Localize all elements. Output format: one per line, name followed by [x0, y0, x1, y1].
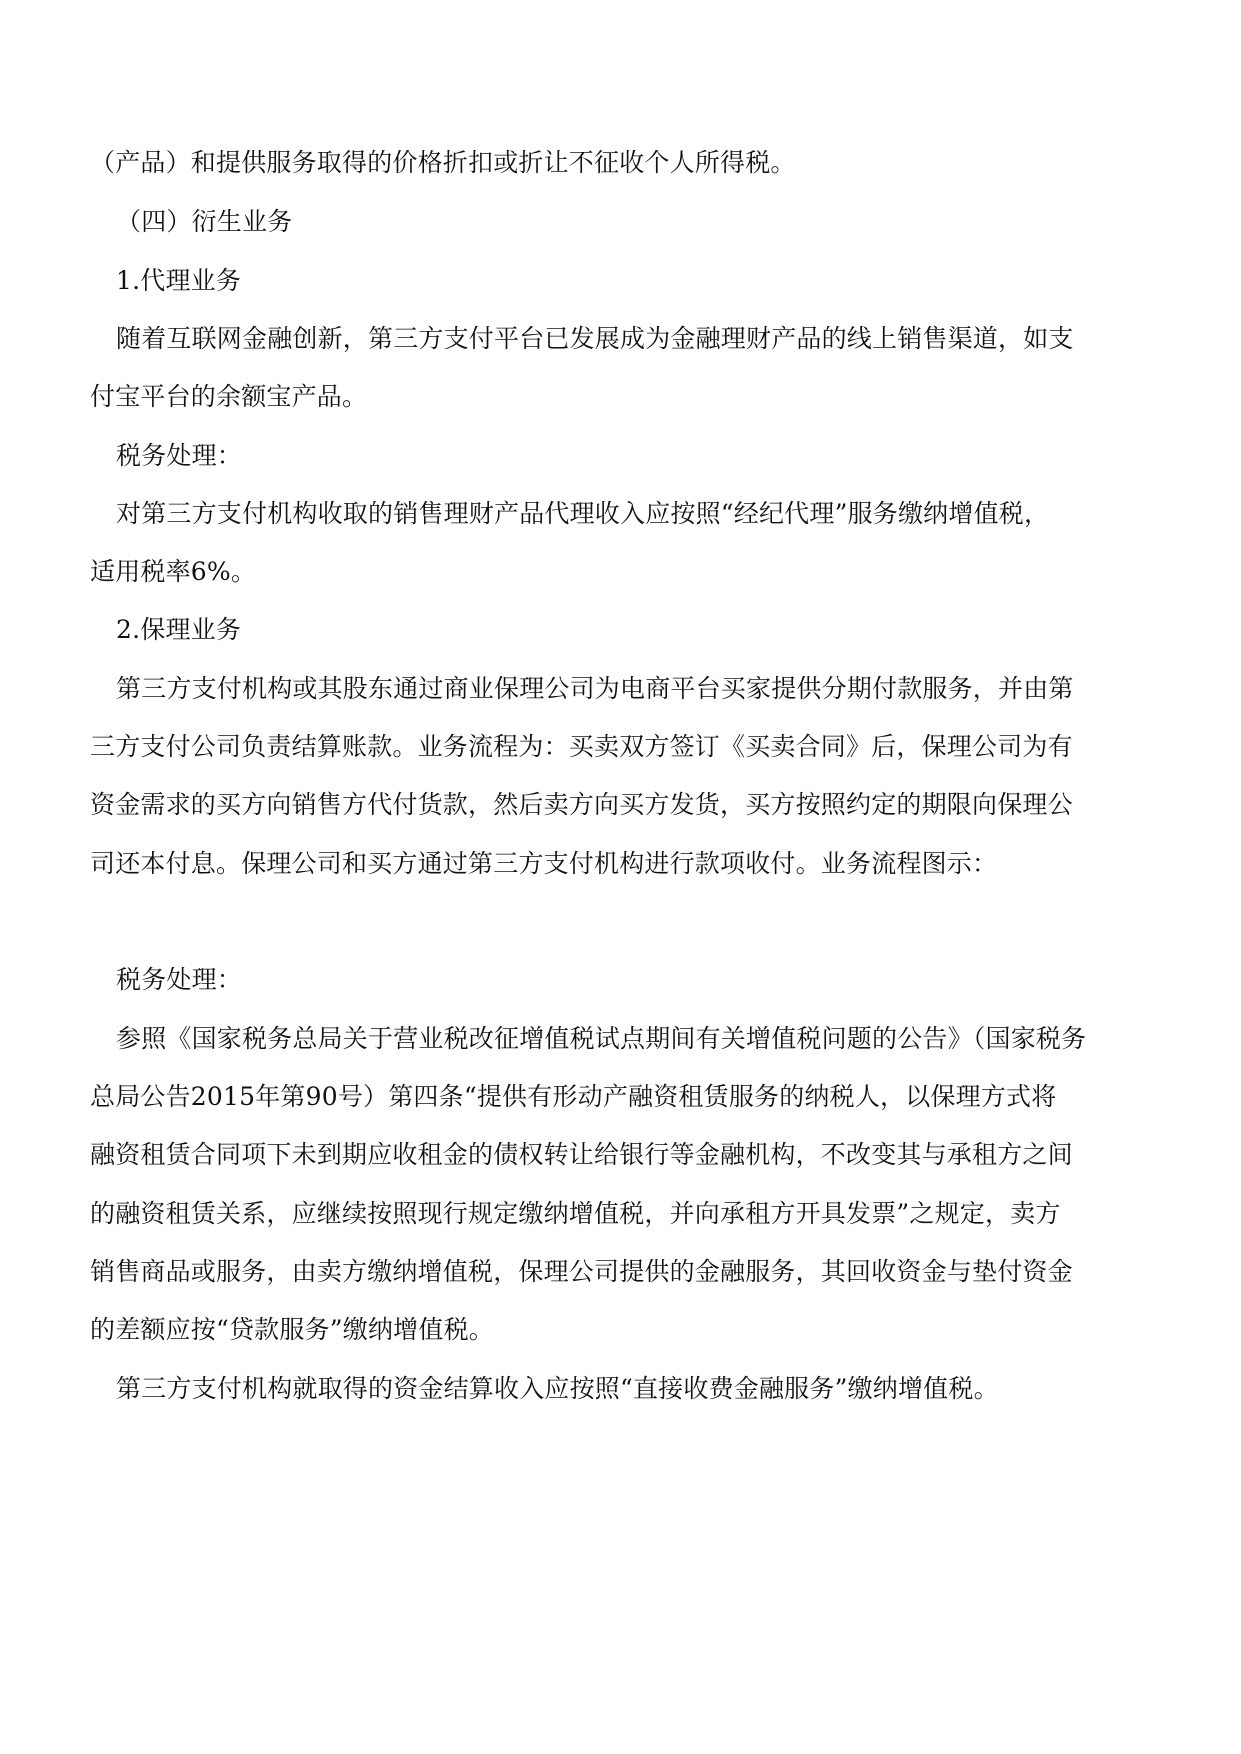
paragraph-line: 司还本付息。保理公司和买方通过第三方支付机构进行款项收付。业务流程图示：	[90, 849, 998, 878]
paragraph-line: 随着互联网金融创新，第三方支付平台已发展成为金融理财产品的线上销售渠道，如支	[116, 324, 1074, 353]
paragraph-label: 税务处理：	[116, 441, 243, 470]
paragraph-line: 的差额应按“贷款服务”缴纳增值税。	[90, 1315, 494, 1344]
paragraph-line: 销售商品或服务，由卖方缴纳增值税，保理公司提供的金融服务，其回收资金与垫付资金	[90, 1257, 1073, 1286]
paragraph-line: 第三方支付机构就取得的资金结算收入应按照“直接收费金融服务”缴纳增值税。	[116, 1374, 999, 1403]
subsection-heading: 2.保理业务	[116, 615, 242, 644]
paragraph-line: 对第三方支付机构收取的销售理财产品代理收入应按照“经纪代理”服务缴纳增值税，	[116, 499, 1050, 528]
subsection-heading: 1.代理业务	[116, 266, 242, 295]
paragraph-line: 的融资租赁关系，应继续按照现行规定缴纳增值税，并向承租方开具发票”之规定，卖方	[90, 1199, 1061, 1228]
section-heading: （四）衍生业务	[116, 207, 293, 236]
paragraph-line: 三方支付公司负责结算账款。业务流程为：买卖双方签订《买卖合同》后，保理公司为有	[90, 732, 1073, 761]
paragraph-line: 资金需求的买方向销售方代付货款，然后卖方向买方发货，买方按照约定的期限向保理公	[90, 790, 1073, 819]
paragraph-line: 参照《国家税务总局关于营业税改征增值税试点期间有关增值税问题的公告》（国家税务	[116, 1024, 1087, 1053]
paragraph-label: 税务处理：	[116, 965, 243, 994]
paragraph-line: （产品）和提供服务取得的价格折扣或折让不征收个人所得税。	[90, 148, 796, 177]
paragraph-line: 适用税率6%。	[90, 557, 257, 586]
paragraph-line: 付宝平台的余额宝产品。	[90, 382, 368, 411]
paragraph-line: 总局公告2015年第90号）第四条“提供有形动产融资租赁服务的纳税人，以保理方式将	[90, 1082, 1057, 1111]
paragraph-line: 第三方支付机构或其股东通过商业保理公司为电商平台买家提供分期付款服务，并由第	[116, 674, 1074, 703]
paragraph-line: 融资租赁合同项下未到期应收租金的债权转让给银行等金融机构，不改变其与承租方之间	[90, 1140, 1073, 1169]
